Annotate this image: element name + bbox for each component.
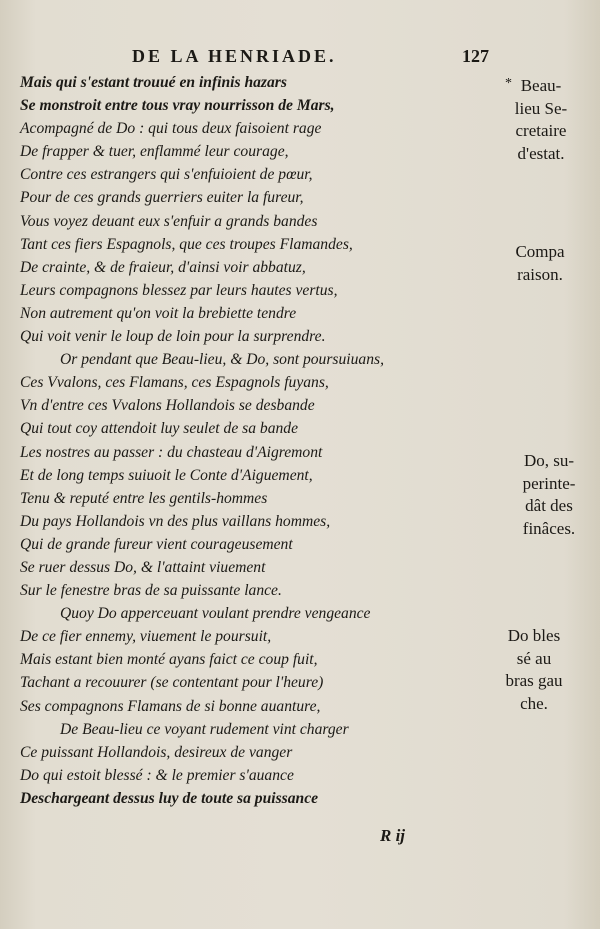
margin-reference-mark: * (505, 76, 512, 91)
verse-line: Tachant a recouurer (se contentant pour l'heure) (20, 674, 324, 692)
margin-note-beau-lieu (496, 75, 586, 165)
verse-line: Les nostres au passer : du chasteau d'Aigremont (20, 443, 323, 461)
margin-note-line: bras gau (505, 671, 563, 690)
verse-line: Deschargeant dessus luy de toute sa puissance (20, 789, 319, 807)
poem-text (20, 71, 440, 810)
verse-line: De crainte, & de fraieur, d'ainsi voir abbatuz, (20, 258, 306, 276)
verse-line: Du pays Hollandois vn des plus vaillans hommes, (20, 512, 331, 530)
verse-line: Leurs compagnons blessez par leurs hautes vertus, (20, 281, 338, 299)
verse-line: De Beau-lieu ce voyant rudement vint charger (60, 720, 349, 738)
margin-note-line: Compa (515, 242, 565, 261)
margin-note-line: Do, su- (523, 451, 575, 470)
verse-line: De ce fier ennemy, viuement le poursuit, (20, 628, 272, 646)
margin-note-line: d'estat. (517, 143, 565, 163)
margin-note-line: che. (520, 693, 548, 713)
margin-note-line: dât des (525, 496, 573, 515)
margin-note-line: raison. (517, 264, 563, 284)
verse-line: Do qui estoit blessé : & le premier s'auance (20, 766, 294, 784)
verse-line: Tenu & reputé entre les gentils-hommes (20, 489, 268, 507)
margin-note-do-blesse (494, 625, 574, 715)
verse-line: Acompagné de Do : qui tous deux faisoient rage (20, 120, 322, 138)
margin-note-comparaison (500, 241, 580, 286)
verse-line: Ce puissant Hollandois, desireux de vanger (20, 743, 293, 761)
margin-note-line: perinte- (522, 473, 576, 493)
verse-line: De frapper & tuer, enflammé leur courage, (20, 143, 289, 161)
verse-line: Se monstroit entre tous vray nourrisson de Mars, (20, 97, 335, 115)
verse-line: Se ruer dessus Do, & l'attaint viuement (20, 558, 266, 576)
running-head: DE LA HENRIADE. (132, 46, 337, 66)
verse-line: Non autrement qu'on voit la brebiette tendre (20, 304, 297, 322)
verse-line: Ces Vvalons, ces Flamans, ces Espagnols fuyans, (20, 374, 329, 392)
verse-line: Quoy Do apperceuant voulant prendre vengeance (60, 605, 371, 623)
verse-line: Ses compagnons Flamans de si bonne auanture, (20, 697, 321, 715)
verse-line: Mais estant bien monté ayans faict ce coup fuit, (20, 651, 318, 669)
verse-line: Qui tout coy attendoit luy seulet de sa bande (20, 420, 299, 438)
page-header (0, 46, 600, 70)
verse-line: Mais qui s'estant trouué en infinis hazars (20, 74, 287, 91)
margin-note-line: lieu Se- (514, 98, 568, 118)
verse-line: Vn d'entre ces Vvalons Hollandois se desbande (20, 397, 315, 415)
verse-line: Contre ces estrangers qui s'enfuioient de pœur, (20, 166, 313, 184)
margin-note-line: Do bles (507, 626, 561, 645)
verse-line: Vous voyez deuant eux s'enfuir a grands bandes (20, 212, 318, 230)
verse-line: Et de long temps suiuoit le Conte d'Aiguement, (20, 466, 313, 484)
verse-line: Or pendant que Beau-lieu, & Do, sont poursuiuans, (60, 351, 384, 369)
margin-note-do-superintendant (505, 450, 593, 540)
verse-line: Sur le fenestre bras de sa puissante lance. (20, 582, 282, 600)
verse-line: Qui de grande fureur vient courageusement (20, 535, 293, 553)
verse-line: Tant ces fiers Espagnols, que ces troupes Flamandes, (20, 235, 353, 253)
margin-note-line: cretaire (515, 121, 567, 140)
signature-mark: R ij (380, 826, 406, 845)
verse-line: Pour de ces grands guerriers euiter la fureur, (20, 189, 304, 207)
margin-note-line: sé au (516, 648, 552, 668)
margin-note-line: finâces. (522, 518, 576, 538)
page-number: 127 (462, 46, 489, 66)
margin-note-line: Beau- (520, 76, 562, 95)
verse-line: Qui voit venir le loup de loin pour la surprendre. (20, 328, 326, 346)
